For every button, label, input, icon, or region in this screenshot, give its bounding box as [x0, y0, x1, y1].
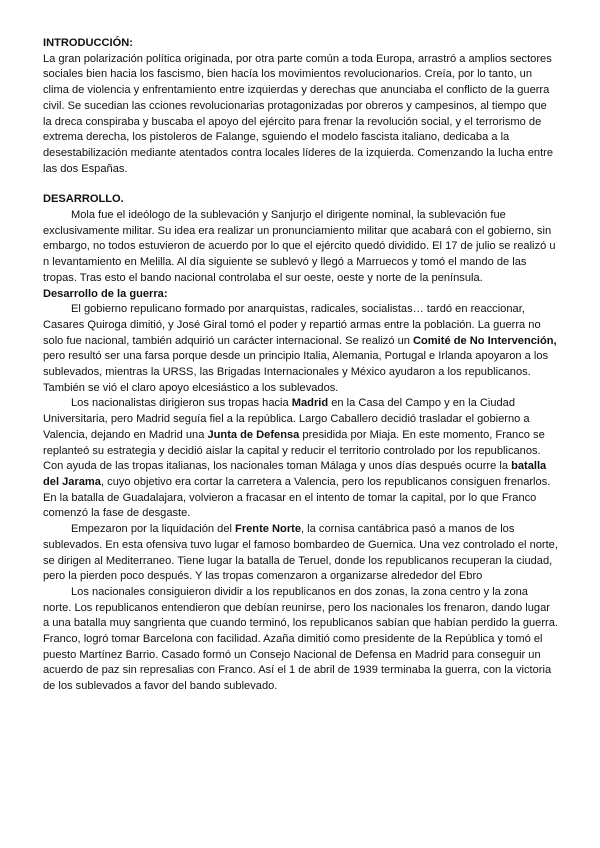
paragraph-guerra-4: Los nacionales consiguieron dividir a los republicanos en dos zonas, la zona centro y la zona norte. Los republicanos entendieron que debían reunirse, pero los nacionales los frenaron, dando lugar a una batalla muy sangrienta que cuando terminó, los republicanos sabían que habían perdido la guerra. Franco, logró tomar Barcelona con facilidad. Azaña dimitió como presidente de la República y tomó el puesto Martínez Barrio. Casado formó un Consejo Nacional de Defensa en Madrid para conseguir un acuerdo de paz sin represalias con Franco. Así el 1 de abril de 1939 terminaba la guerra, con la victoria de los sublevados a favor del bando sublevado.: [43, 585, 558, 693]
paragraph-introduccion: La gran polarización política originada, por otra parte común a toda Europa, arrastró a amplios sectores sociales bien hacia los fascismo, bien hacía los movimientos revolucionarios. Creía, por lo tanto, un clima de violencia y enfrentamiento entre izquierdas y derechas que anunciaba el conflicto de la guerra civil. Se sucedian las cciones revolucionarias protagonizadas por obreros y campesinos, al tiempo que la dreca conspiraba y buscaba el apoyo del ejército para frenar la revolución social, y el terrorismo de extrema derecha, los pistoleros de Falange, sguiendo el modelo fascista italiano, dedicaba a la desestabilización mediante atentados contra locales líderes de la izquierda. Comenzando la lucha entre las dos Españas.: [43, 52, 554, 175]
text-run: , la cornisa cantábrica pasó a manos de los sublevados. En esta ofensiva tuvo lugar el famoso bombardeo de Guernica. Una vez controlado el norte, se dirigen al Mediterraneo. Tiene lugar la batalla de Teruel, donde los republicanos recuperan la ciudad, pero la pierden poco después. Y las tropas comenzaron a organizarse alrededor del Ebro: [43, 523, 558, 583]
paragraph-guerra-3: [43, 522, 558, 585]
heading-desarrollo: DESARROLLO.: [43, 193, 124, 206]
bold-term-comite: Comité de No Intervención,: [413, 334, 557, 347]
section-introduccion: [43, 36, 558, 177]
text-run: en la Casa del Campo y en la Ciudad Universitaria, pero Madrid seguía fiel a la república. Largo Caballero decidió trasladar el gobierno a Valencia, dejando en Madrid una: [43, 397, 530, 441]
text-run: Empezaron por la liquidación del: [71, 523, 236, 536]
bold-term-madrid: Madrid: [291, 397, 329, 410]
heading-introduccion: INTRODUCCIÓN:: [43, 37, 133, 49]
section-desarrollo-guerra: [43, 287, 558, 695]
heading-desarrollo-guerra: Desarrollo de la guerra:: [43, 287, 168, 300]
bold-term-jarama: batalla del Jarama: [43, 460, 547, 488]
section-spacer: [43, 177, 558, 192]
paragraph-guerra-1: [43, 302, 558, 396]
text-run: , cuyo objetivo era cortar la carretera a Valencia, pero los republicanos consiguen frenarlos. En la batalla de Guadalajara, volvieron a fracasar en el intento de tomar la capital, por lo que Franco comenzó la fase de desgaste.: [43, 475, 551, 520]
text-run: presidida por Miaja. En este momento, Franco se replanteó su estrategia y decidió aislar la capital y reducir el territorio controlado por los republicanos. Con ayuda de las tropas italianas, los nacionales toman Málaga y unos días después ocurre la: [43, 428, 545, 473]
text-run: El gobierno repulicano formado por anarquistas, radicales, socialistas… tardó en reaccionar, Casares Quiroga dimitió, y José Giral tomó el poder y repartió armas entre la población. La guerra no solo fue nacional, también adquirió un carácter internacional. Se realizó un: [43, 303, 541, 347]
text-run: Los nacionalistas dirigieron sus tropas hacia: [71, 397, 292, 410]
bold-term-frente-norte: Frente Norte: [235, 523, 302, 536]
paragraph-desarrollo-1: Mola fue el ideólogo de la sublevación y Sanjurjo el dirigente nominal, la sublevación fue exclusivamente militar. Su idea era realizar un pronunciamiento militar que acabará con el gobierno, sin embargo, no todos estuvieron de acuerdo por lo que el ejército quedó dividido. El 17 de julio se realizó u n levantamiento en Melilla. Al día siguiente se sublevó y llegó a Marruecos y tomó el mando de las tropas. Tras esto el bando nacional controlaba el sur oeste, oeste y norte de la península.: [43, 209, 556, 284]
paragraph-guerra-2: [43, 396, 558, 522]
section-desarrollo: [43, 192, 558, 286]
bold-term-junta: Junta de Defensa: [207, 428, 300, 441]
text-run: pero resultó ser una farsa porque desde un principio Italia, Alemania, Portugal e Irlanda apoyaron a los sublevados, mientras la URSS, las Brigadas Internacionales y México ayudaron a los republicanos. También se vió el claro apoyo elcesiástico a los sublevados.: [43, 350, 549, 394]
